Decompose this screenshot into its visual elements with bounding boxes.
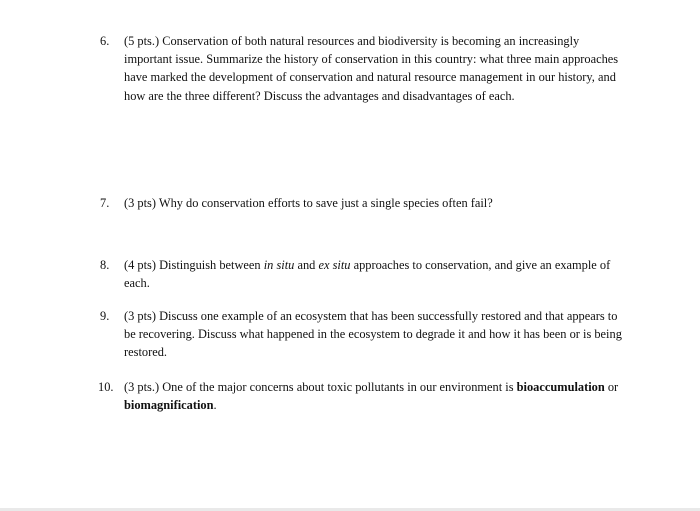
question-text (124, 256, 630, 292)
question-number: 6. (100, 34, 110, 48)
question-text-part: . (213, 398, 217, 413)
question-text-part: (4 pts) Distinguish between (124, 258, 264, 272)
question-text-part: approaches to conservation, and give an example of each. (124, 258, 611, 291)
question-10 (100, 378, 630, 414)
question-text: (5 pts.) Conservation of both natural resources and biodiversity is becoming an increasingly important issue. Summarize the history of conservation in this country: what three main approaches have marked the development of conservation and natural resource management in our history, and how are the three different? Discuss the advantages and disadvantages of each. (124, 34, 619, 103)
question-text: (3 pts) Why do conservation efforts to save just a single species often fail? (124, 196, 493, 210)
question-text: (3 pts) Discuss one example of an ecosystem that has been successfully restored and that appears to be recovering. Discuss what happened in the ecosystem to degrade it and how it has been or is being restored. (124, 309, 622, 360)
term-bioaccumulation: bioaccumulation (516, 380, 605, 394)
term-ex-situ: ex situ (318, 258, 351, 272)
term-in-situ: in situ (263, 258, 295, 272)
question-8 (100, 256, 630, 292)
question-text (124, 378, 630, 414)
question-number: 10. (98, 380, 114, 394)
question-9 (100, 307, 630, 362)
question-number: 9. (100, 309, 110, 323)
question-text-part: or (604, 380, 619, 394)
question-text-part: and (294, 258, 319, 272)
question-number: 7. (100, 196, 110, 210)
question-text-part: (3 pts.) One of the major concerns about toxic pollutants in our environment is (124, 380, 517, 394)
question-6 (100, 32, 630, 105)
term-biomagnification: biomagnification (124, 398, 214, 413)
question-7 (100, 194, 630, 212)
question-number: 8. (100, 258, 110, 272)
